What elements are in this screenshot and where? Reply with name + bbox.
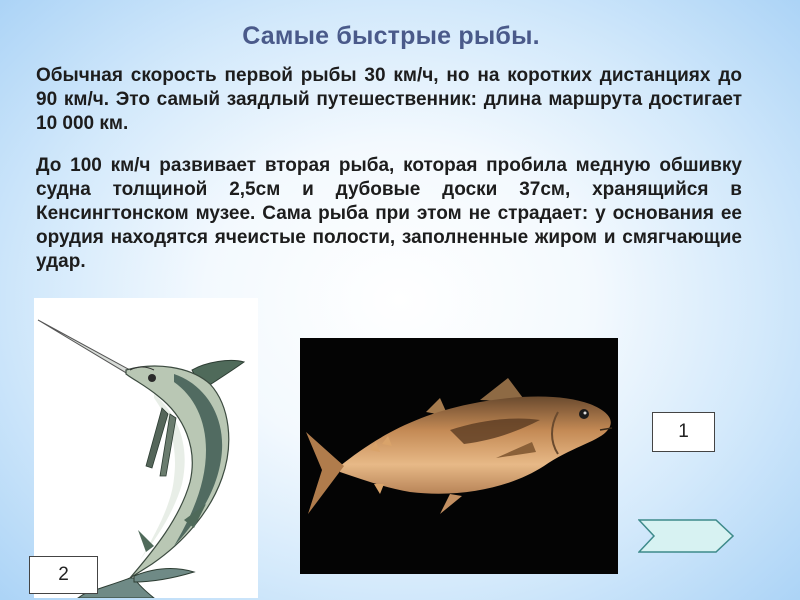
swordfish-number-label: 2 (29, 556, 98, 594)
swordfish-icon (34, 298, 258, 598)
paragraph-second-fish: До 100 км/ч развивает вторая рыба, которая пробила медную обшивку судна толщиной 2,5см и дубовые доски 37см, хранящийся в Кенсингтонском музее. Сама рыба при этом не страдает: у основания ее орудия находятся ячеистые полости, заполненные жиром и смягчающие удар. (36, 155, 742, 272)
tuna-image (300, 338, 618, 574)
paragraph-first-fish: Обычная скорость первой рыбы 30 км/ч, но на коротких дистанциях до 90 км/ч. Это самый заядлый путешественник: длина маршрута достигает 10 000 км. (36, 65, 742, 134)
tuna-number-label: 1 (652, 412, 715, 452)
next-slide-button[interactable] (638, 519, 734, 553)
slide-title: Самые быстрые рыбы. (242, 22, 540, 50)
swordfish-image (34, 298, 258, 598)
tuna-icon (300, 338, 618, 574)
next-arrow-icon (638, 519, 734, 553)
